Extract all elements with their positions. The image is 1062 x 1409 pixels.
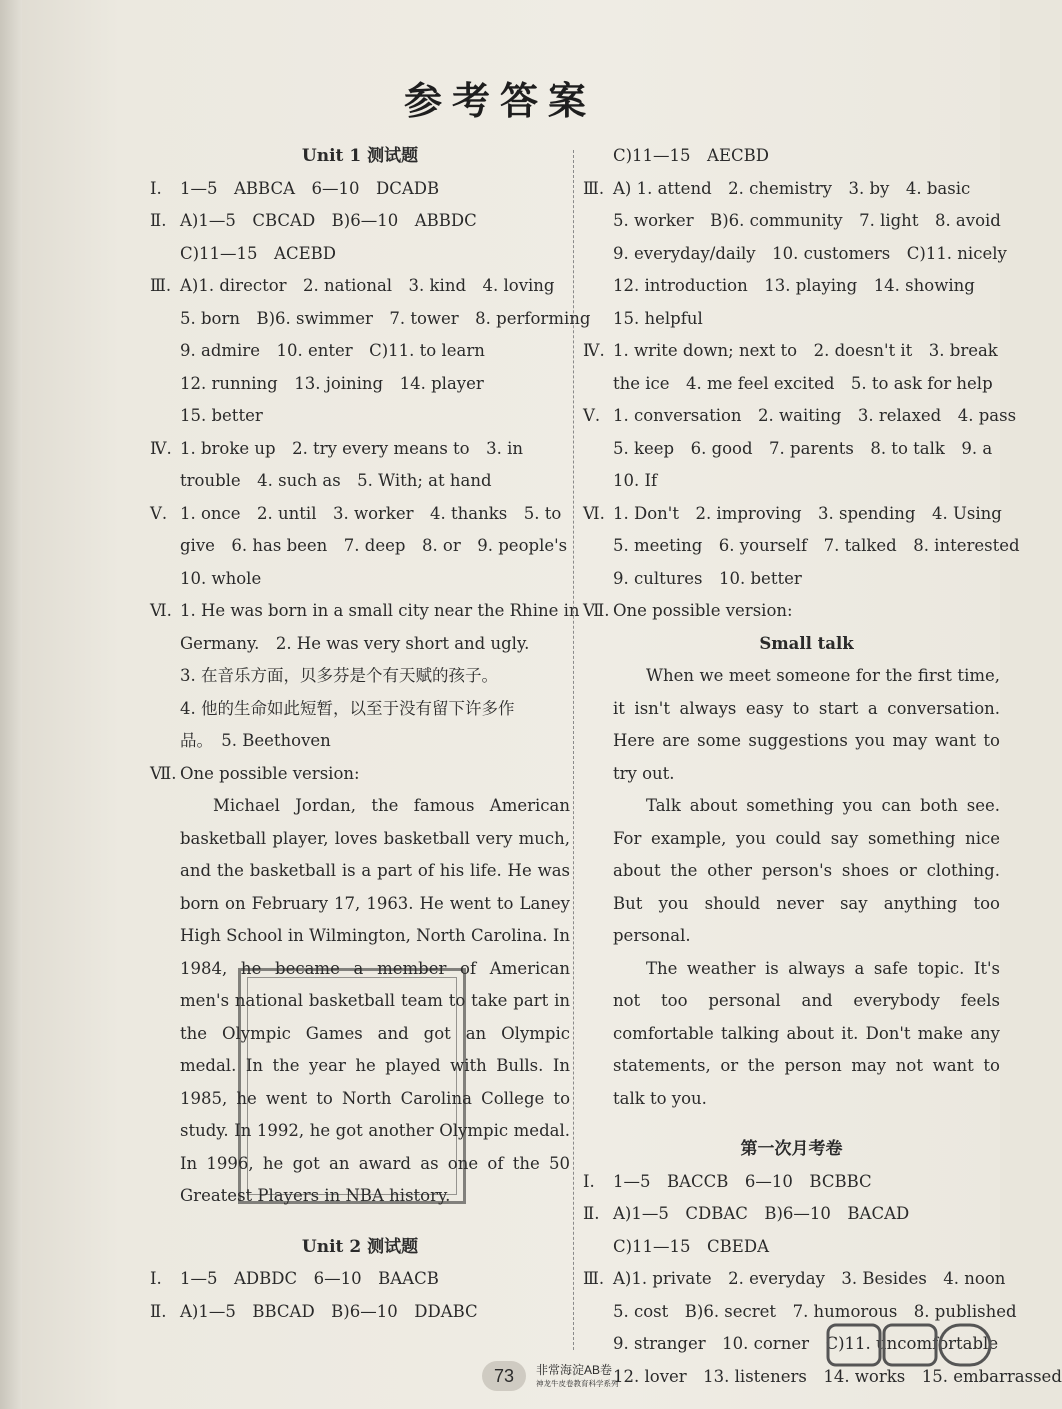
answer-line bbox=[583, 335, 1000, 368]
question-number bbox=[583, 140, 613, 173]
answer-line bbox=[583, 368, 1000, 401]
answer-text: 1. conversation 2. waiting 3. relaxed 4. pass bbox=[613, 406, 1017, 425]
question-number bbox=[583, 1328, 613, 1361]
question-number bbox=[150, 628, 180, 661]
answer-line bbox=[583, 530, 1020, 563]
answer-line bbox=[583, 1166, 1000, 1199]
question-number bbox=[583, 303, 613, 336]
answer-text: 5. cost B)6. secret 7. humorous 8. published bbox=[613, 1301, 1017, 1321]
essay-paragraph: When we meet someone for the first time, it isn't always easy to start a conversation. Here are some suggestions you may want to try out. bbox=[613, 666, 1000, 783]
answer-line bbox=[150, 335, 570, 368]
question-number bbox=[583, 530, 613, 563]
answer-line bbox=[150, 595, 580, 628]
answer-line bbox=[150, 368, 570, 401]
answer-text: 1—5 BACCB 6—10 BCBBC bbox=[613, 1171, 872, 1191]
question-number bbox=[150, 563, 180, 596]
question-number: Ⅲ. bbox=[150, 276, 172, 295]
answer-text: 1. once 2. until 3. worker 4. thanks 5. to bbox=[180, 503, 562, 523]
question-number: Ⅱ. bbox=[583, 1204, 600, 1223]
answer-line bbox=[583, 563, 1000, 596]
answer-line bbox=[150, 433, 570, 466]
answer-text: One possible version: bbox=[613, 601, 793, 620]
question-number bbox=[150, 303, 180, 336]
answer-line bbox=[150, 270, 570, 303]
question-number bbox=[150, 725, 180, 758]
answer-line bbox=[150, 498, 570, 531]
series-subtitle: 神龙牛皮卷教育科学系列 bbox=[536, 1379, 619, 1388]
answer-text: A)1. private 2. everyday 3. Besides 4. noon bbox=[613, 1269, 1006, 1288]
answer-text: 5. worker B)6. community 7. light 8. avoid bbox=[613, 211, 1001, 230]
answer-text: Germany. 2. He was very short and ugly. bbox=[180, 633, 530, 653]
answer-line bbox=[150, 205, 570, 238]
question-number: Ⅳ. bbox=[150, 438, 172, 458]
answer-text: 9. stranger 10. corner C)11. uncomfortable bbox=[613, 1334, 999, 1353]
answer-text: 5. keep 6. good 7. parents 8. to talk 9. a bbox=[613, 438, 993, 458]
answer-text: 1—5 ADBDC 6—10 BAACB bbox=[180, 1269, 439, 1288]
answer-line bbox=[583, 303, 1000, 336]
question-number: Ⅵ. bbox=[150, 601, 172, 620]
answer-text: 1. broke up 2. try every means to 3. in bbox=[180, 438, 523, 458]
question-number bbox=[583, 368, 613, 401]
answer-text: 10. whole bbox=[180, 568, 262, 588]
answer-line bbox=[583, 1263, 1006, 1296]
answer-text: trouble 4. such as 5. With; at hand bbox=[180, 471, 492, 490]
page-footer bbox=[0, 1361, 1000, 1397]
answer-line bbox=[150, 1263, 570, 1296]
question-number bbox=[150, 530, 180, 563]
question-number: Ⅲ. bbox=[583, 1269, 605, 1288]
answer-line bbox=[150, 563, 570, 596]
answer-text: 5. meeting 6. yourself 7. talked 8. interested bbox=[613, 536, 1020, 555]
answer-text: 9. admire 10. enter C)11. to learn bbox=[180, 341, 485, 360]
answer-text: 5. born B)6. swimmer 7. tower 8. performing bbox=[180, 308, 591, 328]
answer-text: One possible version: bbox=[180, 763, 360, 783]
answer-line bbox=[150, 400, 570, 433]
question-number: Ⅰ. bbox=[150, 1269, 162, 1288]
question-number: Ⅰ. bbox=[583, 1171, 595, 1191]
answer-line bbox=[150, 173, 570, 206]
answer-line bbox=[150, 693, 570, 726]
answer-line bbox=[583, 205, 1000, 238]
answer-text: 12. lover 13. listeners 14. works 15. embarrassed bbox=[613, 1366, 1062, 1386]
answer-text: 3. 在音乐方面，贝多芬是个有天赋的孩子。 bbox=[180, 666, 498, 685]
right-column bbox=[583, 140, 1062, 1393]
question-number bbox=[583, 238, 613, 271]
answer-text: C)11—15 CBEDA bbox=[613, 1236, 769, 1256]
answer-line bbox=[583, 465, 1000, 498]
answer-text: 12. introduction 13. playing 14. showing bbox=[613, 276, 975, 295]
unit1-heading: Unit 1 测试题 bbox=[301, 146, 419, 166]
unit2-answers bbox=[150, 1263, 570, 1328]
section-gap bbox=[583, 1115, 1000, 1133]
question-number: Ⅰ. bbox=[150, 178, 162, 198]
series-title: 非常海淀AB卷 bbox=[536, 1363, 613, 1377]
answer-text: 1—5 ABBCA 6—10 DCADB bbox=[180, 178, 440, 198]
answer-line bbox=[583, 1198, 1000, 1231]
unit2-answers-continued bbox=[583, 140, 1020, 628]
answer-line bbox=[150, 725, 570, 758]
answer-text: A)1—5 CDBAC B)6—10 BACAD bbox=[613, 1204, 910, 1223]
unit1-essay-text: Michael Jordan, the famous American basketball player, loves basketball very much, and the basketball is a part of his life. He was born on February 17, 1963. He went to Laney High School in Wilmington, North Carolina. In 1984, he became a member of American men's national basketball team to take part in the Olympic Games and got an Olympic medal. In the year he played with Bulls. In 1985, he went to North Carolina College to study. In 1992, he got another Olympic medal. In 1996, he got an award as one of the 50 Greatest Players in NBA history. bbox=[180, 796, 570, 1205]
answer-line bbox=[583, 498, 1000, 531]
answer-text: the ice 4. me feel excited 5. to ask for help bbox=[613, 373, 993, 393]
essay-paragraph: Talk about something you can both see. For example, you could say something nice about the other person's shoes or clothing. But you should never say anything too personal. bbox=[613, 796, 1000, 945]
answer-line bbox=[150, 628, 570, 661]
answer-text: 15. helpful bbox=[613, 308, 703, 328]
question-number: Ⅵ. bbox=[583, 503, 605, 523]
question-number: Ⅳ. bbox=[583, 341, 605, 360]
answer-text: 4. 他的生命如此短暂，以至于没有留下许多作 bbox=[180, 698, 515, 718]
answer-text: 15. better bbox=[180, 406, 263, 425]
answer-line bbox=[583, 595, 1000, 628]
monthly-test-heading: 第一次月考卷 bbox=[740, 1139, 843, 1159]
question-number bbox=[583, 1231, 613, 1264]
answer-line bbox=[150, 303, 591, 336]
question-number bbox=[583, 433, 613, 466]
answer-text: A) 1. attend 2. chemistry 3. by 4. basic bbox=[613, 178, 971, 198]
stamp-inner-border bbox=[247, 977, 457, 1195]
answer-text: 9. cultures 10. better bbox=[613, 568, 802, 588]
answer-text: 10. If bbox=[613, 471, 658, 490]
answer-line bbox=[150, 530, 570, 563]
question-number bbox=[583, 1296, 613, 1329]
question-number bbox=[583, 205, 613, 238]
question-number: Ⅱ. bbox=[150, 211, 167, 230]
question-number bbox=[150, 693, 180, 726]
question-number: Ⅶ. bbox=[150, 763, 177, 783]
question-number: Ⅲ. bbox=[583, 178, 605, 198]
question-number bbox=[150, 660, 180, 693]
answer-text: 1. write down; next to 2. doesn't it 3. break bbox=[613, 341, 998, 360]
question-number bbox=[150, 238, 180, 271]
question-number bbox=[583, 563, 613, 596]
essay-paragraph: The weather is always a safe topic. It's not too personal and everybody feels comfortable talking about it. Don't make any statements, or the person may not want to talk to you. bbox=[613, 958, 1000, 1108]
answer-line bbox=[583, 270, 1000, 303]
section-gap bbox=[150, 1213, 570, 1231]
stamp-logo bbox=[238, 968, 466, 1204]
answer-text: A)1—5 BBCAD B)6—10 DDABC bbox=[180, 1301, 478, 1321]
answer-text: C)11—15 ACEBD bbox=[180, 243, 336, 263]
answer-text: A)1—5 CBCAD B)6—10 ABBDC bbox=[180, 211, 477, 230]
answer-text: 品。 5. Beethoven bbox=[180, 731, 331, 750]
answer-line bbox=[583, 140, 1000, 173]
answer-line bbox=[150, 465, 570, 498]
question-number bbox=[583, 465, 613, 498]
answer-line bbox=[583, 433, 1000, 466]
answer-text: 12. running 13. joining 14. player bbox=[180, 373, 484, 393]
question-number bbox=[150, 368, 180, 401]
answer-line bbox=[583, 173, 1000, 206]
question-number bbox=[150, 400, 180, 433]
question-number bbox=[150, 335, 180, 368]
question-number: Ⅶ. bbox=[583, 601, 610, 620]
answer-text: A)1. director 2. national 3. kind 4. loving bbox=[180, 276, 555, 295]
answer-line bbox=[150, 758, 570, 791]
answer-line bbox=[583, 400, 1017, 433]
series-name bbox=[536, 1363, 619, 1391]
answer-text: 1. Don't 2. improving 3. spending 4. Using bbox=[613, 503, 1002, 523]
small-talk-essay bbox=[583, 660, 1000, 1115]
answer-text: 9. everyday/daily 10. customers C)11. nicely bbox=[613, 243, 1007, 263]
page-title: 参考答案 bbox=[403, 78, 596, 123]
question-number: Ⅴ. bbox=[150, 503, 168, 523]
essay-title: Small talk bbox=[759, 633, 854, 653]
answer-line bbox=[150, 660, 570, 693]
question-number: Ⅱ. bbox=[150, 1301, 167, 1321]
page-number: 73 bbox=[482, 1361, 526, 1391]
question-number: Ⅴ. bbox=[583, 406, 601, 425]
answer-line bbox=[150, 238, 570, 271]
answer-text: C)11—15 AECBD bbox=[613, 146, 769, 165]
question-number bbox=[150, 465, 180, 498]
question-number bbox=[583, 270, 613, 303]
answer-line bbox=[150, 1296, 570, 1329]
book-spine bbox=[0, 0, 22, 1409]
answer-text: 1. He was born in a small city near the Rhine in bbox=[180, 601, 580, 620]
answer-line bbox=[583, 1231, 1000, 1264]
unit2-heading: Unit 2 测试题 bbox=[301, 1236, 419, 1257]
unit1-answers bbox=[150, 173, 591, 791]
answer-line bbox=[583, 238, 1007, 271]
answer-text: give 6. has been 7. deep 8. or 9. people's bbox=[180, 536, 568, 555]
